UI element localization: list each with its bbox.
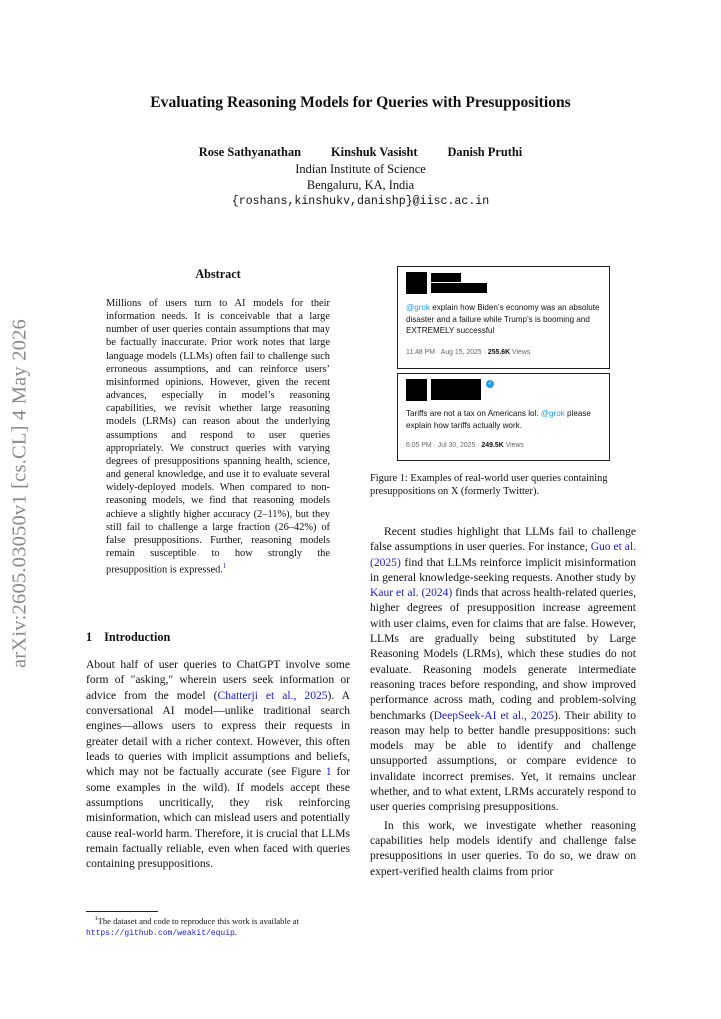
citation-link[interactable]: Kaur et al. (2024) <box>370 587 453 600</box>
redacted-avatar <box>406 272 427 294</box>
body-text: finds that across health-related queries, higher degrees of presupposition increase agreement with user claims, even for claims that are false. However, LLMs are gradually being substituted by Large Reasoning Models (LRMs), which these studies do not evaluate. Reasoning models generate intermediate reasoning traces before responding, and show improved performance across math, coding and problem-solving benchmarks ( <box>370 587 636 722</box>
section-heading-introduction <box>86 630 170 645</box>
footnote <box>86 914 352 939</box>
redacted-display-name <box>431 379 481 400</box>
redacted-display-name <box>431 273 461 282</box>
body-text: Recent studies highlight that LLMs fail to challenge false assumptions in user queries. For instance, <box>370 526 636 554</box>
abstract-body <box>106 297 330 577</box>
tweet-body: please explain how tariffs actually work. <box>406 409 591 430</box>
intro-text: About half of user queries to ChatGPT involve some form of "asking," wherein users seek information or advice from the model ( <box>86 659 350 702</box>
mention-link[interactable]: @grok <box>540 409 565 418</box>
tweet-timestamp: 11:48 PM · Aug 15, 2025 · <box>406 349 488 356</box>
body-text: find that LLMs reinforce implicit misinformation in general knowledge-seeking requests. Another study by <box>370 556 636 584</box>
affiliation: Indian Institute of Science <box>295 162 426 176</box>
citation-link[interactable]: Chatterji et al., 2025 <box>217 689 328 702</box>
mention-link[interactable]: @grok <box>406 303 430 312</box>
author-name: Danish Pruthi <box>447 145 523 159</box>
verified-badge-icon: ✓ <box>487 380 493 387</box>
author-name: Kinshuk Vasisht <box>331 145 418 159</box>
figure-reference-link[interactable]: 1 <box>325 766 332 779</box>
intro-text: for some examples in the wild). If models accept these assumptions uncritically, they risk reinforcing misinformation, which can mislead users and potentially cause real-world harm. Therefore, it is crucial that LLMs remain factually reliable, even when faced with queries containing presuppositions. <box>86 766 350 871</box>
redacted-avatar <box>406 379 427 401</box>
citation-link[interactable]: DeepSeek-AI et al., 2025 <box>433 709 554 722</box>
right-column-text <box>370 525 636 880</box>
abstract-heading: Abstract <box>195 267 241 281</box>
author-emails: {roshans,kinshukv,danishp}@iisc.ac.in <box>231 195 490 208</box>
footnote-number: 1 <box>94 916 98 922</box>
tweet-meta <box>406 349 530 356</box>
section-number: 1 <box>86 630 93 644</box>
citation-link[interactable]: Guo et al. (2025) <box>370 541 637 569</box>
redacted-username <box>431 283 487 293</box>
footnote-marker[interactable]: 1 <box>222 562 227 571</box>
location: Bengaluru, KA, India <box>306 178 415 192</box>
footnote-end: . <box>234 926 237 937</box>
views-label: Views <box>503 442 524 449</box>
arxiv-identifier-stamp: arXiv:2605.03050v1 [cs.CL] 4 May 2026 <box>8 318 31 669</box>
view-count: 249.5K <box>481 442 504 449</box>
author-name: Rose Sathyanathan <box>198 145 302 159</box>
footnote-text: The dataset and code to reproduce this work is available at <box>97 915 299 926</box>
tweet-card <box>397 373 610 461</box>
tweet-text <box>406 302 602 337</box>
tweet-meta <box>406 442 524 449</box>
abstract-text: Millions of users turn to AI models for their information needs. It is conceivable that a large number of user queries contain assumptions that may be factually inaccurate. Prior work notes that large language models (LLMs) often fail to challenge such erroneous assumptions, and can reinforce users’ misinformed opinions. However, given the recent advances, especially in model’s reasoning capabilities, we revisit whether large reasoning models (LRMs) can reason about the underlying assumptions and respond to user queries appropriately. We construct queries with varying degrees of presuppositions spanning health, science, and general knowledge, and use it to evaluate several widely-deployed models. When compared to non-reasoning models, we find that reasoning models achieve a slightly higher accuracy (2–11%), but they still fail to challenge a large fraction (26–42%) of false presuppositions. Further, reasoning models remain susceptible to how strongly the presupposition is expressed. <box>106 298 330 576</box>
views-label: Views <box>510 349 531 356</box>
footnote-divider <box>86 911 158 912</box>
paragraph <box>370 525 636 816</box>
tweet-card <box>397 266 610 369</box>
introduction-paragraph <box>86 658 350 873</box>
tweet-timestamp: 6:05 PM · Jul 30, 2025 · <box>406 442 482 449</box>
section-title: Introduction <box>104 630 171 644</box>
tweet-text <box>406 408 602 431</box>
paragraph: In this work, we investigate whether reasoning capabilities help models identify and challenge false presuppositions in user queries. To do so, we draw on expert-verified health claims from prior <box>370 819 636 878</box>
tweet-body: explain how Biden’s economy was an absolute disaster and a failure while Trump’s is booming and EXTREMELY successful <box>406 303 600 335</box>
body-text: ). Their ability to reason may help to better handle presuppositions: such models may be able to identify and challenge unsupported assumptions, or compare evidence to invalidate incorrect premises. Yet, it remains unclear whether, and to what extent, LRMs accurately respond to user queries comprising presuppositions. <box>370 709 636 814</box>
figure-caption: Figure 1: Examples of real-world user queries containing presuppositions on X (formerly Twitter). <box>370 473 608 498</box>
paper-title: Evaluating Reasoning Models for Queries with Presuppositions <box>150 94 571 111</box>
repository-url-link[interactable]: https://github.com/weakit/equip <box>86 928 235 938</box>
view-count: 255.6K <box>487 349 511 356</box>
tweet-body: Tariffs are not a tax on Americans lol. <box>406 409 541 418</box>
intro-text: ). A conversational AI model—unlike traditional search engines—allows users to express their requests in greater detail with a richer context. However, this often leads to queries with implicit assumptions and beliefs, which may not be factually accurate (see Figure <box>86 689 350 779</box>
author-list <box>0 145 721 160</box>
